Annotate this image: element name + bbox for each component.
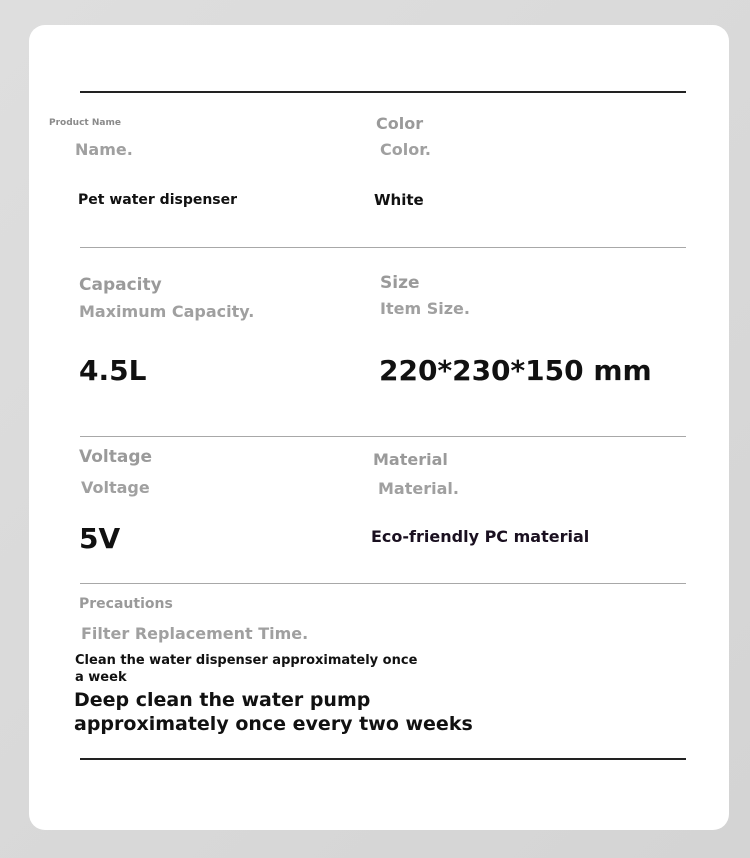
size-value: 220*230*150 mm <box>379 354 652 387</box>
voltage-value: 5V <box>79 522 121 555</box>
product-name-label: Product Name <box>49 118 121 128</box>
size-label: Size <box>380 273 420 293</box>
product-name-sublabel: Name. <box>75 140 133 159</box>
divider-2 <box>80 436 686 437</box>
divider-1 <box>80 247 686 248</box>
color-value: White <box>374 191 424 209</box>
cleaning-note: Clean the water dispenser approximately once a week <box>75 653 418 685</box>
material-sublabel: Material. <box>378 479 459 498</box>
material-label: Material <box>373 450 448 469</box>
divider-3 <box>80 583 686 584</box>
precautions-sublabel: Filter Replacement Time. <box>81 624 309 643</box>
top-divider <box>80 91 686 93</box>
color-label: Color <box>376 114 424 133</box>
material-value: Eco-friendly PC material <box>371 527 590 546</box>
voltage-label: Voltage <box>79 447 153 467</box>
capacity-value: 4.5L <box>79 354 147 387</box>
color-sublabel: Color. <box>380 140 431 159</box>
capacity-label: Capacity <box>79 275 162 295</box>
capacity-sublabel: Maximum Capacity. <box>79 302 255 321</box>
pump-note-line-2: approximately once every two weeks <box>74 713 473 735</box>
pump-note-line-1: Deep clean the water pump <box>74 689 371 711</box>
product-name-value: Pet water dispenser <box>78 192 238 208</box>
voltage-sublabel: Voltage <box>81 478 150 497</box>
bottom-divider <box>80 758 686 760</box>
precautions-label: Precautions <box>79 596 173 612</box>
size-sublabel: Item Size. <box>380 299 470 318</box>
